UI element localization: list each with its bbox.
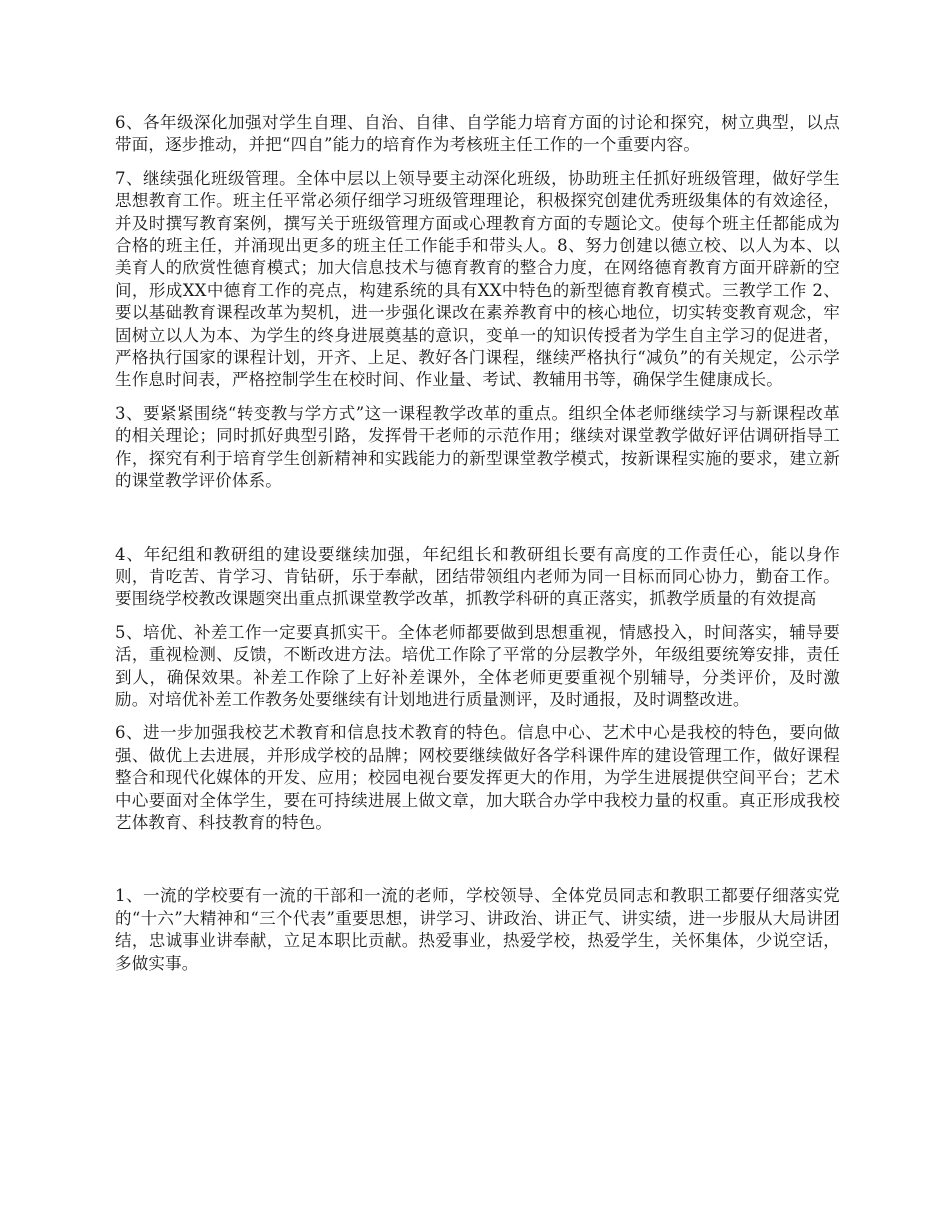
- section-gap: [115, 845, 840, 885]
- paragraph-5-tutoring-work: 5、培优、补差工作一定要真抓实干。全体老师都要做到思想重视，情感投入，时间落实，辅导要活，重视检测、反馈，不断改进方法。培优工作除了平常的分层教学外，年级组要统筹安排，责任到人，确保效果。补差工作除了上好补差课外，全体老师更要重视个别辅导，分类评价，及时激励。对培优补差工作教务处要继续有计划地进行质量测评，及时通报，及时调整改进。: [115, 622, 840, 709]
- paragraph-1-first-class-school: 1、一流的学校要有一流的干部和一流的老师，学校领导、全体党员同志和教职工都要仔细落实党的“十六”大精神和“三个代表”重要思想，讲学习、讲政治、讲正气、讲实绩，进一步服从大局讲团结，忠诚事业讲奉献，立足本职比贡献。热爱事业，热爱学校，热爱学生，关怀集体，少说空话，多做实事。: [115, 886, 840, 973]
- paragraph-7-class-management: 7、继续强化班级管理。全体中层以上领导要主动深化班级，协助班主任抓好班级管理，做好学生思想教育工作。班主任平常必须仔细学习班级管理理论，积极探究创建优秀班级集体的有效途径，并及时撰写教育案例，撰写关于班级管理方面或心理教育方面的专题论文。使每个班主任都能成为合格的班主任，并涌现出更多的班主任工作能手和带头人。8、努力创建以德立校、以人为本、以美育人的欣赏性德育模式；加大信息技术与德育教育的整合力度，在网络德育教育方面开辟新的空间，形成XX中德育工作的亮点，构建系统的具有XX中特色的新型德育教育模式。三教学工作 2、要以基础教育课程改革为契机，进一步强化课改在素养教育中的核心地位，切实转变教育观念，牢固树立以人为本、为学生的终身进展奠基的意识，变单一的知识传授者为学生自主学习的促进者，严格执行国家的课程计划，开齐、上足、教好各门课程，继续严格执行“减负”的有关规定，公示学生作息时间表，严格控制学生在校时间、作业量、考试、教辅用书等，确保学生健康成长。: [115, 168, 840, 390]
- document-page: [115, 112, 840, 986]
- paragraph-3-teaching-reform: 3、要紧紧围绕“转变教与学方式”这一课程教学改革的重点。组织全体老师继续学习与新课程改革的相关理论；同时抓好典型引路，发挥骨干老师的示范作用；继续对课堂教学做好评估调研指导工作，探究有利于培育学生创新精神和实践能力的新型课堂教学模式，按新课程实施的要求，建立新的课堂教学评价体系。: [115, 403, 840, 491]
- section-gap: [115, 504, 840, 544]
- paragraph-4-grade-group-building: 4、年纪组和教研组的建设要继续加强，年纪组长和教研组长要有高度的工作责任心，能以身作则，肯吃苦、肯学习、肯钻研，乐于奉献，团结带领组内老师为同一目标而同心协力，勤奋工作。要围绕学校教改课题突出重点抓课堂教学改革，抓教学科研的真正落实，抓教学质量的有效提高: [115, 544, 840, 609]
- paragraph-6-arts-it-education: 6、进一步加强我校艺术教育和信息技术教育的特色。信息中心、艺术中心是我校的特色，要向做强、做优上去进展，并形成学校的品牌；网校要继续做好各学科课件库的建设管理工作，做好课程整合和现代化媒体的开发、应用；校园电视台要发挥更大的作用，为学生进展提供空间平台；艺术中心要面对全体学生，要在可持续进展上做文章，加大联合办学中我校力量的权重。真正形成我校艺体教育、科技教育的特色。: [115, 723, 840, 832]
- paragraph-6-student-self-management: 6、各年级深化加强对学生自理、自治、自律、自学能力培育方面的讨论和探究，树立典型，以点带面，逐步推动，并把“四自”能力的培育作为考核班主任工作的一个重要内容。: [115, 113, 840, 155]
